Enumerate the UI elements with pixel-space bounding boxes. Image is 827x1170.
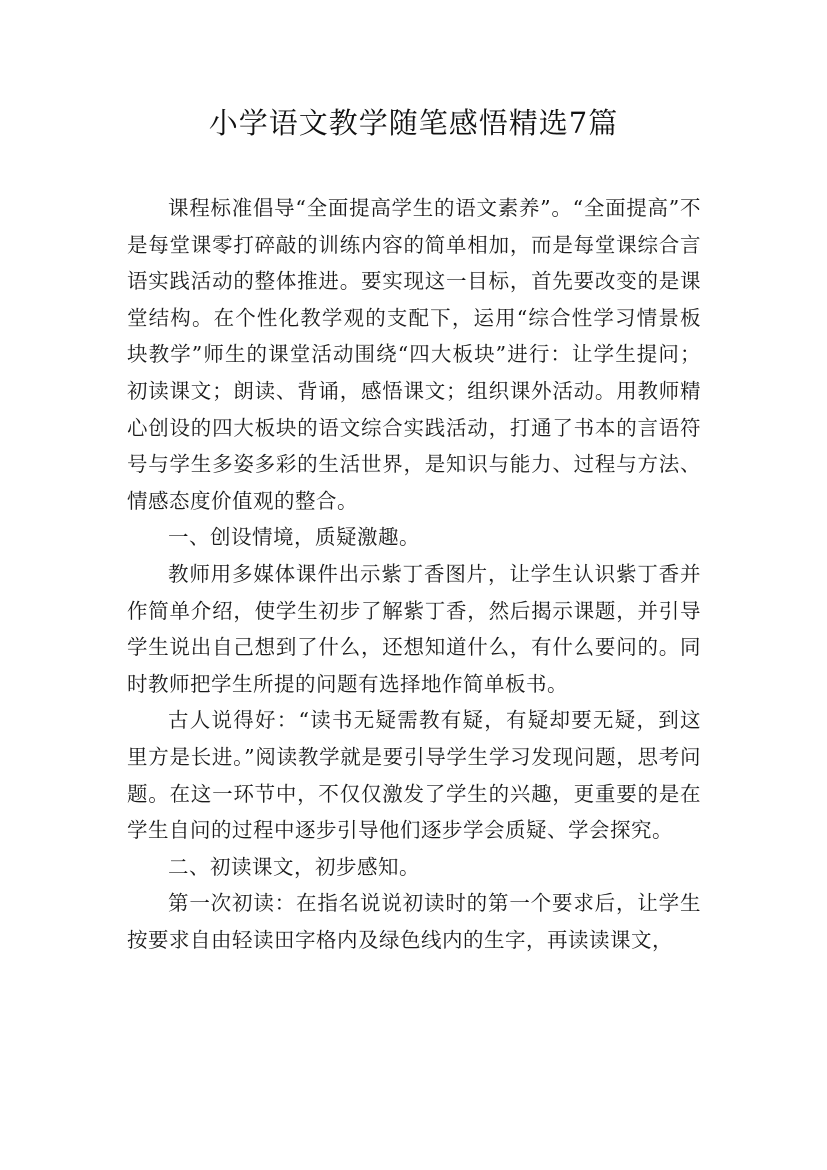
section-heading-1: 一、创设情境，质疑激趣。 bbox=[168, 525, 420, 550]
paragraph-first-reading: 第一次初读：在指名说说初读时的第一个要求后，让学生按要求自由轻读田字格内及绿色线内的生字，再读读课文， bbox=[127, 891, 701, 952]
paragraph-quote: 古人说得好：“读书无疑需教有疑，有疑却要无疑，到这里方是长进。”阅读教学就是要引导学生学习发现问题，思考问题。在这一环节中，不仅仅激发了学生的兴趣，更重要的是在学生自问的过程中逐步引导他们逐步学会质疑、学会探究。 bbox=[127, 708, 701, 843]
paragraph-intro: 课程标准倡导“全面提高学生的语文素养”。“全面提高”不是每堂课零打碎敲的训练内容的简单相加，而是每堂课综合言语实践活动的整体推进。要实现这一目标，首先要改变的是课堂结构。在个性化教学观的支配下，运用“综合性学习情景板块教学”师生的课堂活动围绕“四大板块”进行：让学生提问；初读课文；朗读、背诵，感悟课文；组织课外活动。用教师精心创设的四大板块的语文综合实践活动，打通了书本的言语符号与学生多姿多彩的生活世界，是知识与能力、过程与方法、情感态度价值观的整合。 bbox=[127, 196, 701, 513]
paragraph-multimedia: 教师用多媒体课件出示紫丁香图片，让学生认识紫丁香并作简单介绍，使学生初步了解紫丁香，然后揭示课题，并引导学生说出自己想到了什么，还想知道什么，有什么要问的。同时教师把学生所提的问题有选择地作简单板书。 bbox=[127, 561, 701, 696]
document-body bbox=[127, 190, 701, 958]
section-heading-2: 二、初读课文，初步感知。 bbox=[168, 854, 420, 879]
document-title: 小学语文教学随笔感悟精选7篇 bbox=[208, 106, 619, 140]
